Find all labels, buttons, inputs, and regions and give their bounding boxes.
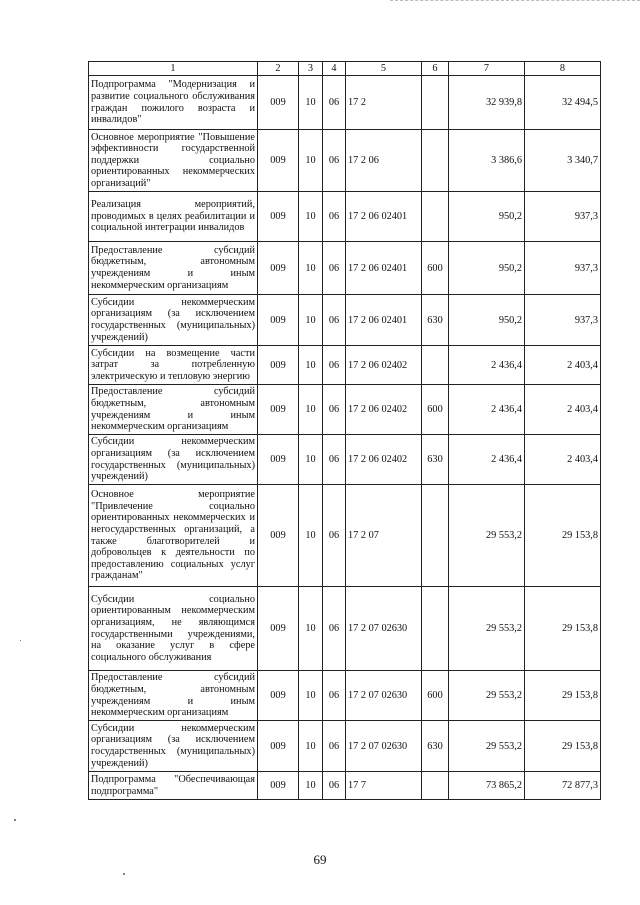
- subsection-code: 06: [323, 435, 346, 485]
- target-article-code: 17 7: [346, 772, 422, 800]
- amount-2: 29 153,8: [525, 485, 601, 587]
- expense-type-code: [422, 485, 449, 587]
- section-code: 10: [299, 671, 323, 721]
- section-code: 10: [299, 346, 323, 385]
- expense-type-code: [422, 346, 449, 385]
- target-article-code: 17 2 06 02402: [346, 346, 422, 385]
- subsection-code: 06: [323, 772, 346, 800]
- expense-type-code: [422, 76, 449, 130]
- section-code: 10: [299, 485, 323, 587]
- header-cell: 1: [89, 62, 258, 76]
- section-code: 10: [299, 295, 323, 346]
- item-name: Подпрограмма "Обеспечивающая подпрограмма": [89, 772, 258, 800]
- target-article-code: 17 2 07 02630: [346, 721, 422, 772]
- item-name: Предоставление субсидий бюджетным, автономным учреждениям и иным некоммерческим организациям: [89, 242, 258, 295]
- subsection-code: 06: [323, 242, 346, 295]
- amount-2: 937,3: [525, 192, 601, 242]
- target-article-code: 17 2: [346, 76, 422, 130]
- amount-2: 937,3: [525, 242, 601, 295]
- ved-code: 009: [258, 721, 299, 772]
- amount-2: 937,3: [525, 295, 601, 346]
- ved-code: 009: [258, 242, 299, 295]
- table-row: [89, 346, 601, 385]
- amount-1: 2 436,4: [449, 435, 525, 485]
- amount-1: 950,2: [449, 295, 525, 346]
- ved-code: 009: [258, 295, 299, 346]
- subsection-code: 06: [323, 587, 346, 671]
- expense-type-code: [422, 192, 449, 242]
- table-row: [89, 242, 601, 295]
- item-name: Субсидии некоммерческим организациям (за исключением государственных (муниципальных) учреждений): [89, 721, 258, 772]
- table-row: [89, 385, 601, 435]
- header-cell: 4: [323, 62, 346, 76]
- expense-type-code: [422, 587, 449, 671]
- section-code: 10: [299, 772, 323, 800]
- target-article-code: 17 2 06 02401: [346, 242, 422, 295]
- amount-1: 32 939,8: [449, 76, 525, 130]
- expense-type-code: 600: [422, 671, 449, 721]
- ved-code: 009: [258, 587, 299, 671]
- section-code: 10: [299, 435, 323, 485]
- table-row: [89, 587, 601, 671]
- header-cell: 6: [422, 62, 449, 76]
- subsection-code: 06: [323, 76, 346, 130]
- ved-code: 009: [258, 76, 299, 130]
- section-code: 10: [299, 385, 323, 435]
- expense-type-code: 630: [422, 721, 449, 772]
- item-name: Предоставление субсидий бюджетным, автономным учреждениям и иным некоммерческим организациям: [89, 385, 258, 435]
- target-article-code: 17 2 06: [346, 130, 422, 192]
- amount-1: 2 436,4: [449, 385, 525, 435]
- section-code: 10: [299, 242, 323, 295]
- target-article-code: 17 2 06 02401: [346, 295, 422, 346]
- item-name: Реализация мероприятий, проводимых в целях реабилитации и социальной интеграции инвалидов: [89, 192, 258, 242]
- ved-code: 009: [258, 485, 299, 587]
- amount-2: 29 153,8: [525, 587, 601, 671]
- amount-1: 29 553,2: [449, 671, 525, 721]
- scan-speck: [14, 819, 16, 821]
- table-row: [89, 671, 601, 721]
- subsection-code: 06: [323, 295, 346, 346]
- subsection-code: 06: [323, 130, 346, 192]
- amount-1: 950,2: [449, 192, 525, 242]
- subsection-code: 06: [323, 485, 346, 587]
- amount-1: 3 386,6: [449, 130, 525, 192]
- expense-type-code: 600: [422, 242, 449, 295]
- budget-table: [88, 61, 601, 800]
- subsection-code: 06: [323, 346, 346, 385]
- expense-type-code: 630: [422, 295, 449, 346]
- amount-2: 29 153,8: [525, 721, 601, 772]
- subsection-code: 06: [323, 671, 346, 721]
- section-code: 10: [299, 721, 323, 772]
- expense-type-code: [422, 772, 449, 800]
- table-row: [89, 485, 601, 587]
- header-cell: 8: [525, 62, 601, 76]
- ved-code: 009: [258, 346, 299, 385]
- table-header-row: [89, 62, 601, 76]
- scan-speck: [123, 873, 125, 875]
- amount-2: 3 340,7: [525, 130, 601, 192]
- section-code: 10: [299, 587, 323, 671]
- table-row: [89, 721, 601, 772]
- item-name: Субсидии на возмещение части затрат за потребленную электрическую и тепловую энергию: [89, 346, 258, 385]
- amount-1: 73 865,2: [449, 772, 525, 800]
- header-cell: 3: [299, 62, 323, 76]
- expense-type-code: 630: [422, 435, 449, 485]
- target-article-code: 17 2 07 02630: [346, 671, 422, 721]
- target-article-code: 17 2 06 02401: [346, 192, 422, 242]
- table-row: [89, 192, 601, 242]
- amount-1: 2 436,4: [449, 346, 525, 385]
- target-article-code: 17 2 06 02402: [346, 385, 422, 435]
- table-row: [89, 772, 601, 800]
- item-name: Подпрограмма "Модернизация и развитие социального обслуживания граждан пожилого возраста и инвалидов": [89, 76, 258, 130]
- section-code: 10: [299, 76, 323, 130]
- subsection-code: 06: [323, 385, 346, 435]
- target-article-code: 17 2 06 02402: [346, 435, 422, 485]
- item-name: Предоставление субсидий бюджетным, автономным учреждениям и иным некоммерческим организациям: [89, 671, 258, 721]
- ved-code: 009: [258, 772, 299, 800]
- ved-code: 009: [258, 435, 299, 485]
- scan-speck: [20, 640, 21, 641]
- item-name: Субсидии некоммерческим организациям (за исключением государственных (муниципальных) учреждений): [89, 295, 258, 346]
- ved-code: 009: [258, 192, 299, 242]
- subsection-code: 06: [323, 721, 346, 772]
- amount-1: 950,2: [449, 242, 525, 295]
- amount-1: 29 553,2: [449, 587, 525, 671]
- subsection-code: 06: [323, 192, 346, 242]
- header-cell: 2: [258, 62, 299, 76]
- table-row: [89, 130, 601, 192]
- amount-2: 72 877,3: [525, 772, 601, 800]
- scan-edge-line: [390, 0, 640, 3]
- table-row: [89, 435, 601, 485]
- ved-code: 009: [258, 130, 299, 192]
- section-code: 10: [299, 192, 323, 242]
- section-code: 10: [299, 130, 323, 192]
- amount-2: 2 403,4: [525, 385, 601, 435]
- amount-2: 2 403,4: [525, 435, 601, 485]
- target-article-code: 17 2 07: [346, 485, 422, 587]
- table-row: [89, 76, 601, 130]
- amount-1: 29 553,2: [449, 721, 525, 772]
- amount-2: 2 403,4: [525, 346, 601, 385]
- header-cell: 7: [449, 62, 525, 76]
- ved-code: 009: [258, 671, 299, 721]
- item-name: Основное мероприятие "Привлечение социально ориентированных некоммерческих и негосударственных организаций, а также благотворителей и добровольцев к деятельности по предоставлению социальных услуг гражданам": [89, 485, 258, 587]
- item-name: Субсидии социально ориентированным некоммерческим организациям, не являющимся государственными учреждениями, на оказание услуг в сфере социального обслуживания: [89, 587, 258, 671]
- expense-type-code: [422, 130, 449, 192]
- expense-type-code: 600: [422, 385, 449, 435]
- item-name: Основное мероприятие "Повышение эффективности государственной поддержки социально ориентированных некоммерческих организаций": [89, 130, 258, 192]
- amount-1: 29 553,2: [449, 485, 525, 587]
- target-article-code: 17 2 07 02630: [346, 587, 422, 671]
- header-cell: 5: [346, 62, 422, 76]
- amount-2: 32 494,5: [525, 76, 601, 130]
- item-name: Субсидии некоммерческим организациям (за исключением государственных (муниципальных) учреждений): [89, 435, 258, 485]
- amount-2: 29 153,8: [525, 671, 601, 721]
- page-number: 69: [313, 852, 327, 867]
- table-row: [89, 295, 601, 346]
- ved-code: 009: [258, 385, 299, 435]
